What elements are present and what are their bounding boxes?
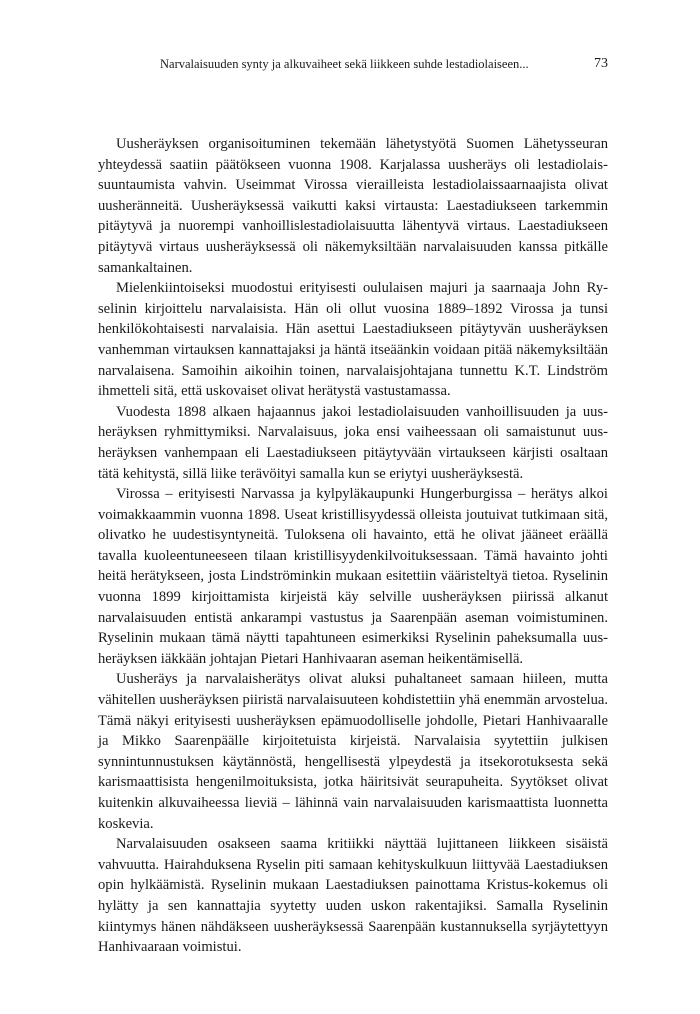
paragraph: Virossa – erityisesti Narvassa ja kylpyläkaupunki Hungerburgissa – herätys alkoi voimakkaammin vuonna 1898. Useat kristillisyydessä olleista joutuivat tutkimaan sitä, olivatko he uudestisyntyneitä. Tuloksena oli havainto, että he olivat jääneet eräällä tavalla kuoleentuneeseen tilaan kristillisyydenkilvoituksessaan. Tämä havainto johti heitä herätykseen, josta Lindströminkin mukaan esitettiin vääristeltyä tietoa. Ryselinin vuonna 1899 kirjoittamista kirjeistä käy selville uusheräyksen piirissä alkanut narvalaisuuden entistä ankarampi vastustus ja Saarenpään aseman voimistuminen. Ryselinin mukaan tämä näytti tapahtuneen esimerkiksi Ryselinin paheksumalla uusheräyksen iäkkään johtajan Pietari Hanhivaaran aseman heikentämisellä. <box>98 486 608 667</box>
paragraph: Mielenkiintoiseksi muodostui erityisesti oululaisen majuri ja saarnaaja John Ryselinin kirjoittelu narvalaisista. Hän oli ollut vuosina 1889–1892 Virossa ja tunsi henkilökohtaisesti narvalaisia. Hän asettui Laestadiukseen pitäytyvän uusheräyksen vanhemman virtauksen kannattajaksi ja häntä itseäänkin voidaan pitää näkemyksiltään narvalaisena. Samoihin aikoihin toinen, narvalaisjohtajana tunnettu K.T. Lindström ihmetteli sitä, että uskovaiset olivat herätystä vastustamassa. <box>98 280 608 400</box>
page-number: 73 <box>594 56 608 71</box>
running-header <box>160 54 608 74</box>
body-text <box>98 134 608 958</box>
paragraph: Uusheräyksen organisoituminen tekemään lähetystyötä Suomen Lähetysseuran yhteydessä saatiin päätökseen vuonna 1908. Karjalassa uusheräys oli lestadiolaissuuntaumista vahvin. Useimmat Virossa vierailleista lestadiolaissaarnaajista olivat uusheränneitä. Uusheräyksessä vaikutti kaksi virtausta: Laestadiukseen tarkemmin pitäytyvä ja nuorempi vanhoillislestadiolaisuutta lähentyvä virtaus. Laestadiukseen pitäytyvä virtaus uusheräyksessä oli näkemyksiltään narvalaisuuden kanssa pitkälle samankaltainen. <box>98 136 608 276</box>
paragraph: Narvalaisuuden osakseen saama kritiikki näyttää lujittaneen liikkeen sisäistä vahvuutta. Hairahduksena Ryselin piti samaan kehityskulkuun liittyvää Laestadiuksen opin hylkäämistä. Ryselinin mukaan Laestadiuksen painottama Kristus-kokemus oli hylätty ja sen kannattajia syytetty uuden uskon rakentajiksi. Samalla Ryselinin kiintymys hänen nähdäkseen uusheräyksessä Saarenpään kustannuksella syrjäytettyyn Hanhivaaraan voimistui. <box>98 836 608 956</box>
paragraph: Uusheräys ja narvalaisherätys olivat aluksi puhaltaneet samaan hiileen, mutta vähitellen uusheräyksen piiristä narvalaisuuteen kohdistettiin yhä enemmän arvostelua. Tämä näkyi erityisesti uusheräyksen epämuodolliselle johdolle, Pietari Hanhivaaralle ja Mikko Saarenpäälle kirjoitetuista kirjeistä. Narvalaisia syytettiin julkisen synnintunnustuksen käytännöstä, hengellisestä ylpeydestä ja itsekorotuksesta sekä karismaattisista hengenilmoituksista, jotka häiritsivät seurapuheita. Syytökset olivat kuitenkin alkuvaiheessa lieviä – lähinnä vain narvalaisuuden karismaattista luonnetta koskevia. <box>98 671 608 832</box>
running-title: Narvalaisuuden synty ja alkuvaiheet sekä liikkeen suhde lestadiolaiseen... <box>160 57 529 71</box>
paragraph: Vuodesta 1898 alkaen hajaannus jakoi lestadiolaisuuden vanhoillisuuden ja uusheräyksen ryhmittymiksi. Narvalaisuus, joka ensi vaiheessaan oli samaistunut uusheräyksen vanhempaan eli Laestadiukseen pitäytyvään virtaukseen kärjisti osaltaan tätä kehitystä, sillä liike terävöityi samalla kun se eriytyi uusheräyksestä. <box>98 403 608 482</box>
